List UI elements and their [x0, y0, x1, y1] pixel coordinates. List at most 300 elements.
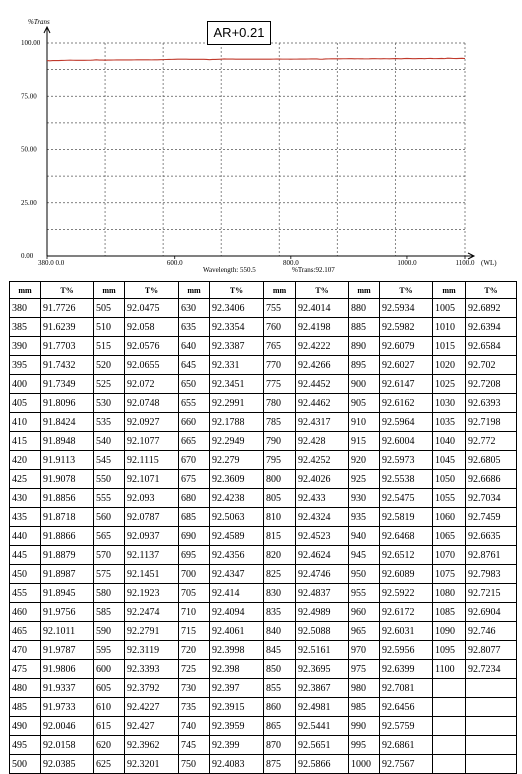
tick-labels	[21, 39, 475, 267]
cell-wavelength: 1085	[433, 603, 466, 622]
cell-wavelength: 1045	[433, 451, 466, 470]
cell-wavelength: 895	[349, 356, 380, 375]
cell-wavelength: 850	[264, 660, 296, 679]
cell-transmittance: 92.4462	[296, 394, 349, 413]
cell-wavelength: 955	[349, 584, 380, 603]
cell-transmittance: 92.1077	[125, 432, 179, 451]
cell-transmittance: 92.398	[210, 660, 264, 679]
cell-transmittance: 91.9756	[41, 603, 94, 622]
cell-transmittance: 92.3959	[210, 717, 264, 736]
cell-transmittance: 92.6904	[466, 603, 517, 622]
cell-transmittance: 92.1115	[125, 451, 179, 470]
cell-wavelength: 815	[264, 527, 296, 546]
y-tick-label: 0.00	[21, 252, 34, 260]
table-header-row	[10, 282, 517, 299]
cell-wavelength: 450	[10, 565, 41, 584]
cell-wavelength: 745	[179, 736, 210, 755]
cell-transmittance: 91.8945	[41, 584, 94, 603]
cell-wavelength: 840	[264, 622, 296, 641]
table-row	[10, 508, 517, 527]
cell-transmittance: 92.6147	[380, 375, 433, 394]
cell-transmittance: 91.8718	[41, 508, 94, 527]
x-tick-label: 800.0	[282, 259, 299, 267]
cell-transmittance: 92.0748	[125, 394, 179, 413]
cell-transmittance: 92.3201	[125, 755, 179, 774]
table-row	[10, 660, 517, 679]
cell-transmittance: 92.4347	[210, 565, 264, 584]
cell-transmittance: 92.4324	[296, 508, 349, 527]
cell-wavelength: 605	[94, 679, 125, 698]
cell-transmittance: 92.279	[210, 451, 264, 470]
cell-transmittance: 91.8948	[41, 432, 94, 451]
cell-wavelength: 710	[179, 603, 210, 622]
cell-transmittance: 92.3998	[210, 641, 264, 660]
cell-transmittance: 92.746	[466, 622, 517, 641]
cell-transmittance: 92.702	[466, 356, 517, 375]
table-row	[10, 679, 517, 698]
cell-transmittance: 92.072	[125, 375, 179, 394]
cell-transmittance: 92.5866	[296, 755, 349, 774]
cell-transmittance: 91.9806	[41, 660, 94, 679]
cell-wavelength: 825	[264, 565, 296, 584]
cell-wavelength: 1015	[433, 337, 466, 356]
cell-wavelength: 525	[94, 375, 125, 394]
cell-transmittance: 92.6635	[466, 527, 517, 546]
cell-wavelength: 985	[349, 698, 380, 717]
cell-transmittance: 92.6027	[380, 356, 433, 375]
cell-wavelength: 630	[179, 299, 210, 318]
cell-transmittance: 91.6239	[41, 318, 94, 337]
cell-transmittance: 92.0787	[125, 508, 179, 527]
cell-wavelength: 480	[10, 679, 41, 698]
cell-transmittance: 91.8096	[41, 394, 94, 413]
cell-transmittance: 92.6861	[380, 736, 433, 755]
cell-transmittance: 92.6393	[466, 394, 517, 413]
cell-transmittance: 92.1788	[210, 413, 264, 432]
cell-transmittance: 92.4227	[125, 698, 179, 717]
cell-wavelength: 910	[349, 413, 380, 432]
cell-wavelength: 675	[179, 470, 210, 489]
cell-transmittance: 92.433	[296, 489, 349, 508]
cell-transmittance: 92.4317	[296, 413, 349, 432]
cell-transmittance: 92.3387	[210, 337, 264, 356]
cell-wavelength: 940	[349, 527, 380, 546]
cell-transmittance: 92.7567	[380, 755, 433, 774]
table-row	[10, 565, 517, 584]
cell-wavelength: 520	[94, 356, 125, 375]
cell-wavelength: 830	[264, 584, 296, 603]
cell-transmittance: 92.6456	[380, 698, 433, 717]
cell-transmittance: 92.5475	[380, 489, 433, 508]
cell-wavelength: 870	[264, 736, 296, 755]
cell-wavelength: 435	[10, 508, 41, 527]
cell-transmittance: 92.6004	[380, 432, 433, 451]
cell-transmittance: 92.7215	[466, 584, 517, 603]
table-row	[10, 394, 517, 413]
cell-transmittance: 92.5819	[380, 508, 433, 527]
cell-wavelength: 475	[10, 660, 41, 679]
cell-transmittance: 92.5063	[210, 508, 264, 527]
cell-transmittance	[466, 679, 517, 698]
cell-transmittance: 91.7349	[41, 375, 94, 394]
cell-wavelength: 970	[349, 641, 380, 660]
x-axis-label: (WL)	[481, 259, 497, 267]
table-row	[10, 546, 517, 565]
cell-wavelength: 900	[349, 375, 380, 394]
cell-transmittance: 92.6686	[466, 470, 517, 489]
table-row	[10, 717, 517, 736]
cell-transmittance: 92.6399	[380, 660, 433, 679]
cell-wavelength: 1030	[433, 394, 466, 413]
cell-wavelength: 845	[264, 641, 296, 660]
cell-wavelength: 915	[349, 432, 380, 451]
cell-wavelength: 735	[179, 698, 210, 717]
cell-transmittance: 92.3962	[125, 736, 179, 755]
cell-wavelength: 785	[264, 413, 296, 432]
cell-transmittance: 92.3119	[125, 641, 179, 660]
cell-transmittance: 92.3867	[296, 679, 349, 698]
cell-wavelength: 715	[179, 622, 210, 641]
cell-wavelength: 535	[94, 413, 125, 432]
cell-wavelength: 890	[349, 337, 380, 356]
cell-wavelength: 550	[94, 470, 125, 489]
cell-transmittance: 92.0046	[41, 717, 94, 736]
cell-wavelength: 860	[264, 698, 296, 717]
cell-wavelength: 390	[10, 337, 41, 356]
cell-transmittance	[466, 698, 517, 717]
cell-transmittance: 91.9337	[41, 679, 94, 698]
cell-wavelength: 810	[264, 508, 296, 527]
cell-transmittance: 92.6512	[380, 546, 433, 565]
cell-wavelength: 1010	[433, 318, 466, 337]
cell-wavelength: 540	[94, 432, 125, 451]
cell-transmittance: 92.3915	[210, 698, 264, 717]
cell-wavelength: 730	[179, 679, 210, 698]
cell-wavelength: 400	[10, 375, 41, 394]
cell-transmittance	[466, 717, 517, 736]
cell-transmittance: 91.8866	[41, 527, 94, 546]
y-tick-label: 25.00	[21, 198, 37, 207]
cell-transmittance: 92.0475	[125, 299, 179, 318]
cell-wavelength: 425	[10, 470, 41, 489]
cell-wavelength: 655	[179, 394, 210, 413]
cell-transmittance: 92.7983	[466, 565, 517, 584]
cell-transmittance: 92.4981	[296, 698, 349, 717]
cell-wavelength: 455	[10, 584, 41, 603]
cell-wavelength: 560	[94, 508, 125, 527]
wavelength-readout: Wavelength: 550.5	[203, 266, 256, 274]
cell-transmittance: 92.4094	[210, 603, 264, 622]
cell-wavelength: 685	[179, 508, 210, 527]
cell-wavelength: 835	[264, 603, 296, 622]
cell-wavelength: 790	[264, 432, 296, 451]
cell-wavelength: 925	[349, 470, 380, 489]
cell-wavelength: 460	[10, 603, 41, 622]
cell-wavelength: 1100	[433, 660, 466, 679]
cell-transmittance: 92.7208	[466, 375, 517, 394]
cell-wavelength: 980	[349, 679, 380, 698]
cell-wavelength: 380	[10, 299, 41, 318]
cell-transmittance: 92.0927	[125, 413, 179, 432]
cell-wavelength: 650	[179, 375, 210, 394]
y-tick-label: 100.00	[21, 39, 41, 47]
cell-wavelength: 855	[264, 679, 296, 698]
grid	[47, 43, 465, 256]
y-tick-label: 50.00	[21, 145, 37, 154]
cell-transmittance: 92.4452	[296, 375, 349, 394]
cell-transmittance: 92.6468	[380, 527, 433, 546]
cell-wavelength: 1070	[433, 546, 466, 565]
cell-wavelength: 755	[264, 299, 296, 318]
cell-transmittance: 92.6031	[380, 622, 433, 641]
cell-transmittance: 92.3451	[210, 375, 264, 394]
cell-transmittance: 92.4624	[296, 546, 349, 565]
column-header-t: T%	[296, 282, 349, 299]
cell-wavelength: 800	[264, 470, 296, 489]
x-tick-label: 1100.0	[455, 259, 475, 267]
cell-transmittance: 92.3406	[210, 299, 264, 318]
cell-wavelength: 575	[94, 565, 125, 584]
table-row	[10, 736, 517, 755]
cell-wavelength: 930	[349, 489, 380, 508]
cell-transmittance: 92.4746	[296, 565, 349, 584]
cell-wavelength: 665	[179, 432, 210, 451]
table-row	[10, 299, 517, 318]
cell-wavelength: 865	[264, 717, 296, 736]
cell-transmittance: 92.6172	[380, 603, 433, 622]
cell-wavelength: 875	[264, 755, 296, 774]
cell-transmittance	[466, 736, 517, 755]
table-row	[10, 489, 517, 508]
table-row	[10, 584, 517, 603]
column-header-mm: mm	[179, 282, 210, 299]
cell-transmittance: 92.2949	[210, 432, 264, 451]
cell-transmittance: 92.6584	[466, 337, 517, 356]
cell-wavelength	[433, 736, 466, 755]
cell-wavelength: 485	[10, 698, 41, 717]
cell-transmittance: 92.1923	[125, 584, 179, 603]
cell-transmittance: 92.4083	[210, 755, 264, 774]
cell-transmittance: 92.3792	[125, 679, 179, 698]
cell-wavelength: 700	[179, 565, 210, 584]
cell-transmittance: 92.5922	[380, 584, 433, 603]
cell-wavelength: 990	[349, 717, 380, 736]
table-body	[10, 299, 517, 774]
cell-wavelength: 410	[10, 413, 41, 432]
cell-transmittance: 92.414	[210, 584, 264, 603]
cell-wavelength: 750	[179, 755, 210, 774]
table-row	[10, 527, 517, 546]
table-row	[10, 698, 517, 717]
x-tick-label: 600.0	[166, 259, 183, 267]
cell-transmittance: 92.6805	[466, 451, 517, 470]
cell-wavelength: 470	[10, 641, 41, 660]
cell-transmittance: 92.5161	[296, 641, 349, 660]
cell-transmittance: 92.2791	[125, 622, 179, 641]
cell-wavelength: 935	[349, 508, 380, 527]
cell-transmittance: 92.1071	[125, 470, 179, 489]
cell-wavelength: 640	[179, 337, 210, 356]
cell-wavelength: 1000	[349, 755, 380, 774]
cell-transmittance: 91.8424	[41, 413, 94, 432]
cell-wavelength: 530	[94, 394, 125, 413]
cell-transmittance: 91.7432	[41, 356, 94, 375]
cell-transmittance: 92.4523	[296, 527, 349, 546]
column-header-t: T%	[41, 282, 94, 299]
cell-wavelength: 570	[94, 546, 125, 565]
cell-wavelength: 775	[264, 375, 296, 394]
column-header-mm: mm	[349, 282, 380, 299]
table-row	[10, 641, 517, 660]
cell-wavelength: 950	[349, 565, 380, 584]
cell-transmittance: 92.3393	[125, 660, 179, 679]
cell-wavelength: 1020	[433, 356, 466, 375]
cell-transmittance: 92.4238	[210, 489, 264, 508]
cell-wavelength: 1050	[433, 470, 466, 489]
cell-transmittance: 92.5973	[380, 451, 433, 470]
cell-wavelength: 695	[179, 546, 210, 565]
cell-wavelength: 490	[10, 717, 41, 736]
cell-transmittance: 92.4252	[296, 451, 349, 470]
cell-wavelength: 660	[179, 413, 210, 432]
cell-transmittance: 92.7034	[466, 489, 517, 508]
cell-transmittance: 92.1137	[125, 546, 179, 565]
cell-transmittance: 92.4356	[210, 546, 264, 565]
cell-wavelength: 965	[349, 622, 380, 641]
cell-wavelength: 905	[349, 394, 380, 413]
cell-transmittance: 92.5651	[296, 736, 349, 755]
cell-transmittance: 92.3354	[210, 318, 264, 337]
cell-wavelength	[433, 755, 466, 774]
cell-transmittance: 92.7198	[466, 413, 517, 432]
cell-transmittance	[466, 755, 517, 774]
cell-transmittance: 92.5982	[380, 318, 433, 337]
y-tick-label: 75.00	[21, 92, 37, 101]
cell-transmittance: 92.1011	[41, 622, 94, 641]
cell-transmittance: 92.4014	[296, 299, 349, 318]
cell-transmittance: 92.1451	[125, 565, 179, 584]
cell-transmittance: 92.427	[125, 717, 179, 736]
cell-transmittance: 91.9113	[41, 451, 94, 470]
cell-transmittance: 91.8856	[41, 489, 94, 508]
cell-transmittance: 92.2474	[125, 603, 179, 622]
cell-wavelength: 780	[264, 394, 296, 413]
cell-transmittance: 92.5441	[296, 717, 349, 736]
cell-wavelength: 1075	[433, 565, 466, 584]
cell-wavelength: 580	[94, 584, 125, 603]
cell-wavelength: 1090	[433, 622, 466, 641]
cell-transmittance: 92.5956	[380, 641, 433, 660]
cell-wavelength: 505	[94, 299, 125, 318]
cell-transmittance: 92.0655	[125, 356, 179, 375]
annotation-box: AR+0.21	[207, 21, 271, 45]
cell-wavelength: 610	[94, 698, 125, 717]
cell-wavelength: 670	[179, 451, 210, 470]
cell-transmittance: 92.397	[210, 679, 264, 698]
table-row	[10, 318, 517, 337]
cell-wavelength: 720	[179, 641, 210, 660]
column-header-mm: mm	[433, 282, 466, 299]
cell-wavelength: 805	[264, 489, 296, 508]
cell-transmittance: 92.4837	[296, 584, 349, 603]
cell-wavelength: 760	[264, 318, 296, 337]
cell-wavelength: 705	[179, 584, 210, 603]
cell-transmittance: 92.4589	[210, 527, 264, 546]
table-row	[10, 356, 517, 375]
cell-transmittance: 92.4266	[296, 356, 349, 375]
cell-wavelength: 690	[179, 527, 210, 546]
cell-wavelength: 495	[10, 736, 41, 755]
cell-transmittance: 91.7726	[41, 299, 94, 318]
transmittance-table	[9, 281, 517, 774]
cell-wavelength: 595	[94, 641, 125, 660]
cell-transmittance: 92.3695	[296, 660, 349, 679]
cell-transmittance: 91.8879	[41, 546, 94, 565]
cell-transmittance: 92.5759	[380, 717, 433, 736]
cell-wavelength: 725	[179, 660, 210, 679]
cell-wavelength: 620	[94, 736, 125, 755]
cell-wavelength: 590	[94, 622, 125, 641]
cell-transmittance: 92.6892	[466, 299, 517, 318]
cell-transmittance: 92.2991	[210, 394, 264, 413]
table-row	[10, 337, 517, 356]
cell-transmittance: 92.8761	[466, 546, 517, 565]
table-row	[10, 603, 517, 622]
cell-wavelength: 1040	[433, 432, 466, 451]
cell-wavelength: 680	[179, 489, 210, 508]
cell-wavelength: 885	[349, 318, 380, 337]
cell-transmittance: 92.6079	[380, 337, 433, 356]
cell-wavelength: 405	[10, 394, 41, 413]
cell-wavelength: 1035	[433, 413, 466, 432]
cell-transmittance: 92.4989	[296, 603, 349, 622]
x-tick-label: 380.0 0.0	[38, 259, 65, 267]
cell-transmittance: 92.7234	[466, 660, 517, 679]
cell-wavelength: 430	[10, 489, 41, 508]
cell-transmittance: 92.4198	[296, 318, 349, 337]
cell-wavelength	[433, 717, 466, 736]
cell-transmittance: 92.0385	[41, 755, 94, 774]
column-header-t: T%	[466, 282, 517, 299]
cell-wavelength: 770	[264, 356, 296, 375]
transmittance-line	[47, 58, 465, 61]
cell-wavelength: 545	[94, 451, 125, 470]
cell-wavelength: 820	[264, 546, 296, 565]
cell-wavelength: 385	[10, 318, 41, 337]
cell-transmittance: 92.4061	[210, 622, 264, 641]
spectrum-chart	[0, 0, 522, 280]
cell-transmittance: 92.331	[210, 356, 264, 375]
column-header-mm: mm	[264, 282, 296, 299]
cell-wavelength: 920	[349, 451, 380, 470]
cell-transmittance: 91.9787	[41, 641, 94, 660]
cell-wavelength: 960	[349, 603, 380, 622]
cell-transmittance: 92.7081	[380, 679, 433, 698]
cell-wavelength: 945	[349, 546, 380, 565]
cell-wavelength: 555	[94, 489, 125, 508]
cell-wavelength: 515	[94, 337, 125, 356]
cell-wavelength: 500	[10, 755, 41, 774]
cell-wavelength: 420	[10, 451, 41, 470]
cell-transmittance: 92.6394	[466, 318, 517, 337]
table-row	[10, 451, 517, 470]
cell-wavelength: 765	[264, 337, 296, 356]
table-row	[10, 470, 517, 489]
cell-wavelength: 795	[264, 451, 296, 470]
cell-transmittance: 92.7459	[466, 508, 517, 527]
cell-transmittance: 92.6162	[380, 394, 433, 413]
cell-transmittance: 92.772	[466, 432, 517, 451]
